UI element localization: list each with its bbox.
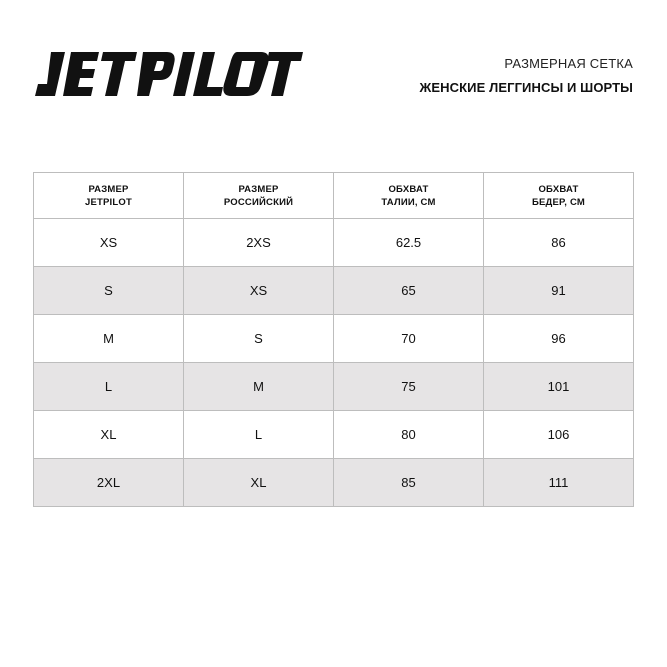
- table-cell: 75: [334, 363, 484, 411]
- table-cell: 65: [334, 267, 484, 315]
- table-cell: S: [34, 267, 184, 315]
- table-cell: 91: [484, 267, 634, 315]
- table-cell: 85: [334, 459, 484, 507]
- col-header-hips: [484, 173, 634, 219]
- size-chart-table: [33, 172, 634, 507]
- table-cell: M: [34, 315, 184, 363]
- table-row: [34, 459, 634, 507]
- col-header-line: ТАЛИИ, СМ: [381, 196, 436, 208]
- table-cell: L: [34, 363, 184, 411]
- table-cell: 111: [484, 459, 634, 507]
- col-header-waist: [334, 173, 484, 219]
- table-cell: XL: [34, 411, 184, 459]
- col-header-line: РАЗМЕР: [88, 183, 129, 195]
- page-title: ЖЕНСКИЕ ЛЕГГИНСЫ И ШОРТЫ: [419, 80, 633, 95]
- col-header-line: БЕДЕР, СМ: [531, 196, 586, 208]
- col-header-line: РОССИЙСКИЙ: [223, 196, 294, 208]
- table-cell: S: [184, 315, 334, 363]
- col-header-line: ОБХВАТ: [538, 183, 579, 195]
- table-header-row: [34, 173, 634, 219]
- table-cell: XS: [34, 219, 184, 267]
- table-row: [34, 267, 634, 315]
- page-subtitle: РАЗМЕРНАЯ СЕТКА: [504, 56, 633, 71]
- table-row: [34, 315, 634, 363]
- table-cell: 62.5: [334, 219, 484, 267]
- table-cell: XS: [184, 267, 334, 315]
- table-row: [34, 411, 634, 459]
- col-header-russian-size: [184, 173, 334, 219]
- table-cell: 106: [484, 411, 634, 459]
- col-header-line: РАЗМЕР: [238, 183, 279, 195]
- table-row: [34, 219, 634, 267]
- table-cell: 80: [334, 411, 484, 459]
- table-cell: 96: [484, 315, 634, 363]
- col-header-line: JETPILOT: [85, 196, 132, 208]
- col-header-jetpilot-size: [34, 173, 184, 219]
- table-cell: L: [184, 411, 334, 459]
- header-block: [420, 56, 633, 95]
- jetpilot-logo: [33, 50, 303, 98]
- table-cell: M: [184, 363, 334, 411]
- table-row: [34, 363, 634, 411]
- table-cell: 101: [484, 363, 634, 411]
- table-cell: 2XL: [34, 459, 184, 507]
- table-cell: 2XS: [184, 219, 334, 267]
- table-cell: 70: [334, 315, 484, 363]
- table-cell: XL: [184, 459, 334, 507]
- col-header-line: ОБХВАТ: [388, 183, 429, 195]
- table-cell: 86: [484, 219, 634, 267]
